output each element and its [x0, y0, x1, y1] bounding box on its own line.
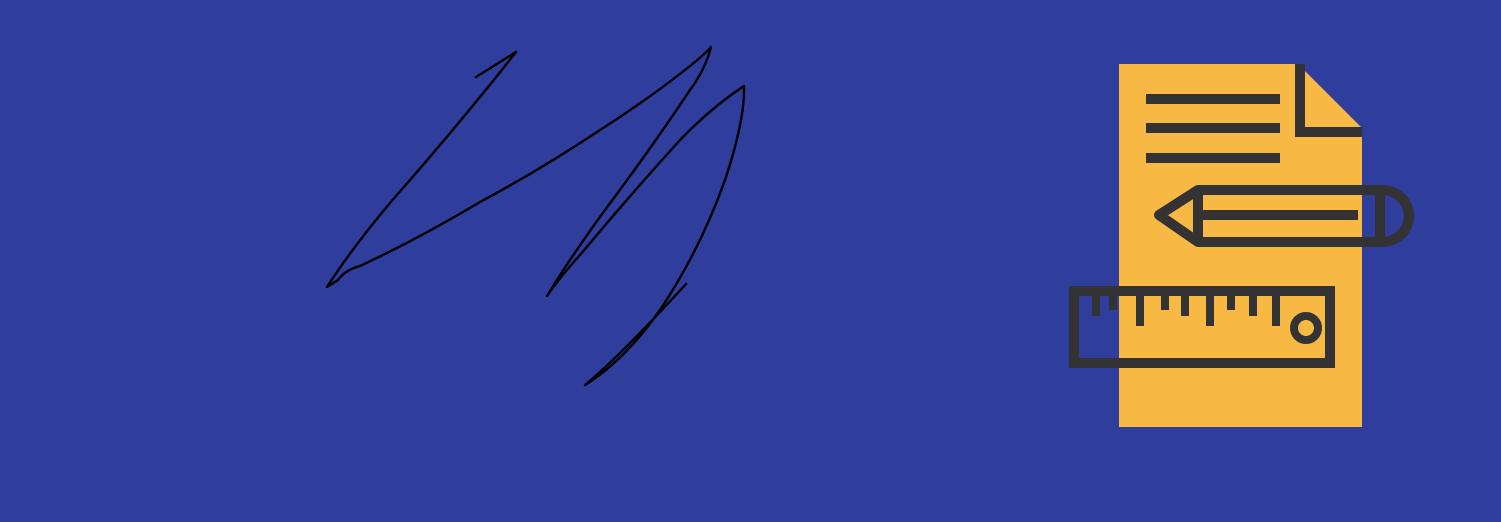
- text-line: [1146, 153, 1280, 163]
- handwritten-signature: [327, 47, 744, 385]
- text-line: [1146, 94, 1280, 104]
- signature-stroke: [327, 47, 744, 385]
- document-pencil-ruler-icon: [1060, 60, 1420, 432]
- text-line: [1146, 123, 1280, 133]
